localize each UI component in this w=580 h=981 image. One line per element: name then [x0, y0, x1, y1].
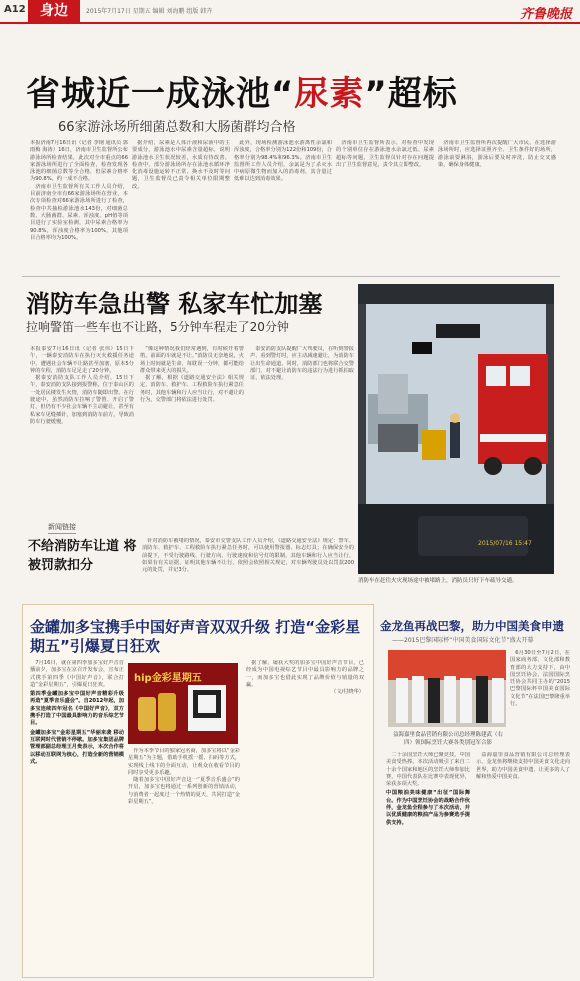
story1-column-1 [30, 140, 128, 272]
story1-column-2 [132, 140, 230, 272]
story2-paragraph: “像这种情况我们经常遇到，有时候开着警笛，前面的车就是不让。”消防员无奈地说，火场上时间就是生命，每耽误一分钟，都可能给群众带来更大的损失。 [140, 346, 244, 374]
fire-truck-photo [358, 284, 554, 574]
story2-column-2 [140, 346, 244, 532]
story3-paragraph: 金罐加多宝“金彩星期五”华丽来袭 移动互联网时代营销不停歇。加多宝集团品牌管理部副总经理王月贵表示，本次合作将以移动互联网为核心，打造全新的营销模式。 [30, 729, 124, 765]
story2-column-3 [250, 346, 354, 532]
story3-paragraph: 据了解，屡获大奖的加多宝中国好声音节目，已经成为中国电视综艺节目中最具影响力的品牌之一，而加多宝也借此实现了品牌价值与销量的双赢。 [246, 660, 364, 688]
news-link-paragraph: 针对消防车被堵的情况，泰安市交警支队工作人员介绍，《道路交通安全法》规定：警车、消防车、救护车、工程救险车执行紧急任务时，可以使用警报器、标志灯具；在确保安全的前提下，不受行驶路线、行驶方向、行驶速度和信号灯的限制，其他车辆和行人应当让行。如果有有关证据，证明其他车辆不让行，依照会依照相关规定，对车辆驾驶员处以罚款200元的处罚，并记3分。 [142, 538, 354, 574]
story4-headline: 金龙鱼再战巴黎，助力中国美食申遗 [380, 619, 564, 633]
story3-signature: （文/付晓华） [331, 689, 364, 696]
story1-subheadline: 66家游泳场所细菌总数和大肠菌群均合格 [58, 120, 296, 135]
story2-paragraph: 泰安消防支队提醒广大驾驶员，在听到警报声、看到警灯时，应主动减速避让，为消防车让出生命通道。同时，消防部门也将联合交警部门，对不避让消防车的违法行为进行抓拍取证，依法处理。 [250, 346, 354, 382]
story4-paragraph: 二十余国烹饪大师已聚竞技，中国美食受热捧。本次活动吸引了来自二十余个国家和地区的烹饪大师参加比赛，中国代表队在比赛中表现优异，荣获多项大奖。 [386, 752, 470, 788]
story3-paragraph: 作为本季节目的独家冠名商，加多宝将以“金彩星期五”为主题，借助手机摇一摇、扫码等方式，实现线上线下的全面互动，让观众在收看节目的同时享受更多乐趣。 [128, 748, 240, 776]
story1-headline: 省城近一成泳池“尿素”超标 [26, 74, 458, 114]
story3-paragraph: 第四季金罐加多宝中国好声音精彩升级 再造“夏季音乐盛会”。自2012年起，加多宝连续四年冠名《中国好声音》，双方携手打造了中国最具影响力的音乐综艺节目。 [30, 691, 124, 727]
story1-paragraph: 济南市卫生监督所再次提醒广大市民，在选择游泳场所时，应选择证照齐全、卫生条件好的场所，游泳前要淋浴，游泳后要及时冲洗，防止交叉感染，确保身体健康。 [438, 140, 556, 168]
newspaper-brand: 齐鲁晚报 [519, 7, 572, 22]
page-number: A12 [4, 4, 26, 15]
story1-paragraph: 济南市卫生监督所表示，对检查中发现的个别单位存在游泳池水余氯过低、尿素超标等问题，卫生监督员针对存在问题提出了卫生监督意见，责令其立即整改。 [336, 140, 434, 168]
story3-column-2 [128, 748, 240, 972]
story2-headline: 消防车急出警 私家车忙加塞 [26, 290, 323, 318]
news-link-headline: 不给消防车让道 将被罚款扣分 [28, 539, 137, 573]
story1-paragraph: 此外，现场检测游泳池水游离性余氯和浑浊度，合格率分别为122份和109份，合格率分别为98.4%和96.3%。济南市卫生监督所工作人员介绍，余氯是为了杀灭水中病原微生物而加入的消毒剂，其含量过低难以达到消毒效果。 [234, 140, 332, 183]
story4-column-2 [476, 752, 570, 976]
photo-illustration [388, 650, 506, 727]
chefs-group-photo [388, 650, 506, 727]
story3-paragraph: 7月16日，就在第四季加多宝好声音首播前夕，加多宝在京召开发布会，宣布正式携手第四季《中国好声音》，联合打造“金彩星期五”，引爆夏日狂欢。 [30, 660, 124, 688]
story3-column-3 [246, 660, 364, 972]
photo-timestamp: 2015/07/16 15:47 [478, 540, 532, 547]
story4-subheadline: ——2015巴黎国际杯“中国美食国际文化节”盛大开幕 [392, 637, 534, 644]
story2-paragraph: 据了解，根据《道路交通安全法》相关规定，消防车、救护车、工程救险车执行紧急任务时，其他车辆和行人应当让行，对不避让的行为，交警部门将依法进行处罚。 [140, 375, 244, 404]
story1-column-4 [336, 140, 434, 272]
news-link-body [142, 538, 354, 592]
story2-column-1 [30, 346, 134, 516]
story4-paragraph: 6月30日至7月2日，在国家商务部、文化部和教育部的大力支持下，由中国烹饪协会、法国国际烹饪协会共同主办的“2015巴黎国际杯中国美食国际文化节”在法国巴黎隆重举行。 [510, 650, 570, 708]
story4-column-side [510, 650, 570, 750]
section-label: 身边 [28, 0, 80, 22]
story2-paragraph: 据泰安消防支队工作人员介绍，15日下午，泰安消防支队接到报警称，位于泰山区的一处居民楼发生火情，消防车随即出警。在行驶途中，虽然消防车拉响了警笛、开启了警灯，但仍有不少社会车辆不主动避让，甚至有私家车见缝插针，加塞到消防车前方，导致消防车行驶缓慢。 [30, 375, 134, 425]
story1-column-5 [438, 140, 556, 272]
story1-paragraph: 据介绍，尿素是人体汗液和尿液中的主要成分，游泳池水中尿素含量超标，说明游泳池水卫生状况较差，水质有待改善。检查中，部分游泳场所存在泳池水循环净化消毒设施运转不正常、换水不及时等问题，卫生监督员已责令相关单位限期整改。 [132, 140, 230, 190]
story3-column-1 [30, 660, 124, 972]
story4-paragraph: 益海嘉里食品营销有限公司总经理表示，金龙鱼将继续支持中国美食文化走向世界，助力中国美食申遗，让更多的人了解和热爱中国美食。 [476, 752, 570, 780]
divider [22, 276, 560, 277]
story3-headline: 金罐加多宝携手中国好声音双双升级 打造“金彩星期五”引爆夏日狂欢 [30, 618, 361, 655]
story1-column-3 [234, 140, 332, 272]
story3-paragraph: 随着加多宝中国好声音这一“夏季音乐盛会”的开启，加多宝也将通过一系列创新的营销活动，与消费者一起度过一个热情的夏天，共同打造“金彩星期五”。 [128, 777, 240, 806]
photo-illustration [358, 284, 554, 574]
news-link-label: 新闻链接 [48, 522, 76, 534]
photo-caption: 消防车在赶往火灾现场途中被堵路上，消防员只好下车疏导交通。 [358, 578, 518, 584]
promo-title: hip金彩星期五 [134, 673, 202, 684]
issue-meta: 2015年7月17日 星期五 编辑 刘海鹏 组版 韩卉 [86, 8, 213, 15]
story2-paragraph: 本报泰安7月16日讯（记者 张伟）15日下午，一辆泰安消防车在执行灭火救援任务途中，遭遇社会车辆不让路甚至加塞，原本5分钟的车程，消防车足足走了20分钟。 [30, 346, 134, 374]
story4-paragraph: 中国粮油美味健康“出征”国际舞台。作为中国烹饪协会的战略合作伙伴，金龙鱼全程参与了本次活动，并以优质健康的粮油产品为参赛选手提供支持。 [386, 790, 470, 826]
story2-subheadline: 拉响警笛一些车也不让路，5分钟车程走了20分钟 [26, 320, 289, 334]
story1-paragraph: 本报济南7月16日讯（记者 李钢 通讯员 郭雨梅 海涛）16日，济南市卫生监督所公布游泳场所检查结果，此次对全市重点的66家游泳场所进行了全面检查，检查发现各泳池的细菌总数等全合格，但尿素合格率为90.8%，约一成不合格。 [30, 140, 128, 183]
photo-caption: 益海嘉里食品营销有限公司总经理陈建武（右四）领国际烹饪大赛各类别冠军合影 [392, 732, 503, 746]
story1-paragraph: 济南市卫生监督所有关工作人员介绍，目前济南全市有66家游泳场所在营业，本次专项检查对66家游泳场所进行了检查，检查中共抽检游泳池水143份，对细菌总数、大肠菌群、尿素、浑浊度、pH值等项目进行了实验室检测，其中尿素合格率为90.8%，浑浊度合格率为100%，其他项目合格率均为100%。 [30, 183, 128, 241]
promo-image [128, 663, 238, 744]
story4-column-1 [386, 752, 470, 976]
